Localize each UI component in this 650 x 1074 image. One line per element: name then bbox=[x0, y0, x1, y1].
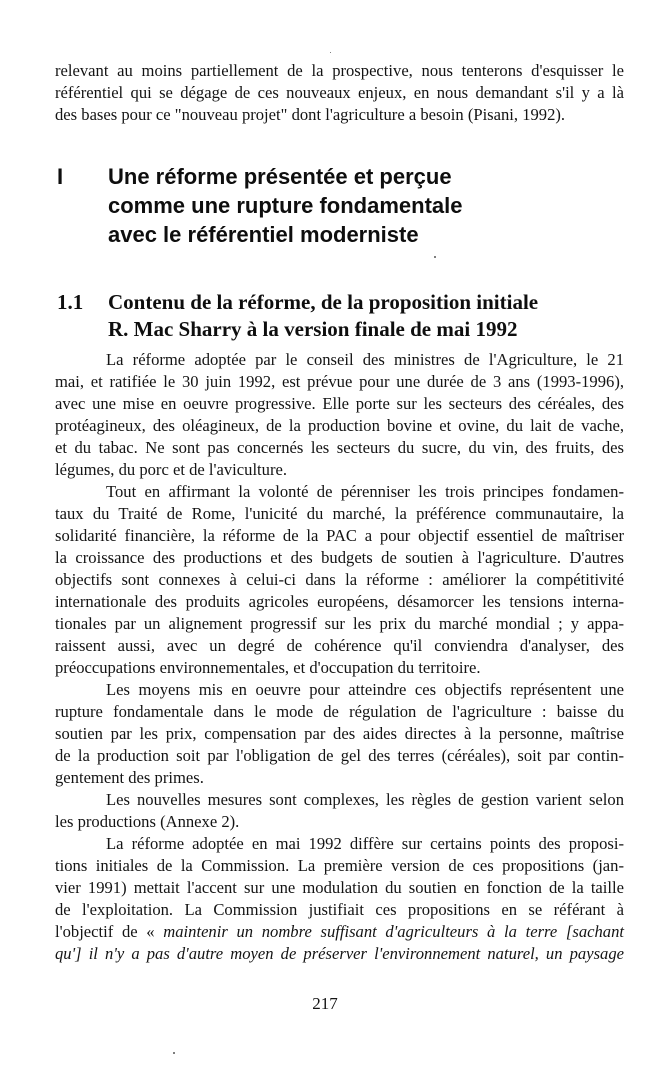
body-line: La réforme adoptée par le conseil des ministres de l'Agriculture, le 21 bbox=[106, 350, 624, 369]
body-line: gentement des primes. bbox=[55, 768, 204, 787]
body-line: préoccupations environnementales, et d'occupation du territoire. bbox=[55, 658, 481, 677]
body-line-mixed bbox=[55, 921, 624, 943]
subsection-title-line: Contenu de la réforme, de la proposition initiale bbox=[108, 290, 539, 314]
scan-speck bbox=[330, 52, 331, 53]
section-title-line: Une réforme présentée et perçue bbox=[108, 164, 452, 189]
body-line: et du tabac. Ne sont pas concernés les secteurs du sucre, du vin, des fruits, des bbox=[55, 438, 624, 457]
intro-line: des bases pour ce "nouveau projet" dont l'agriculture a besoin (Pisani, 1992). bbox=[55, 105, 566, 124]
section-number: I bbox=[57, 164, 64, 189]
italic-quote-line: qu'] il n'y a pas d'autre moyen de préserver l'environnement naturel, un paysage bbox=[55, 944, 624, 963]
roman-text: l'objectif de « bbox=[55, 922, 164, 941]
body-line: La réforme adoptée en mai 1992 diffère sur certains points des proposi- bbox=[106, 834, 624, 853]
scan-speck bbox=[173, 1052, 175, 1054]
intro-line: référentiel qui se dégage de ces nouveaux enjeux, en nous demandant s'il y a là bbox=[55, 83, 624, 102]
body-line: légumes, du porc et de l'aviculture. bbox=[55, 460, 287, 479]
body-line: tionales par un alignement progressif sur les prix du marché mondial ; y appa- bbox=[55, 614, 624, 633]
body-line: internationale des produits agricoles européens, désamorcer les tensions interna- bbox=[55, 592, 624, 611]
body-line: protéagineux, des oléagineux, de la production bovine et ovine, du lait de vache, bbox=[55, 416, 624, 435]
body-line: Les moyens mis en oeuvre pour atteindre ces objectifs représentent une bbox=[106, 680, 624, 699]
subsection-title-line: R. Mac Sharry à la version finale de mai 1992 bbox=[108, 317, 518, 341]
subsection-number: 1.1 bbox=[57, 290, 84, 314]
body-line: taux du Traité de Rome, l'unicité du marché, la préférence communautaire, la bbox=[55, 504, 624, 523]
section-title-line: comme une rupture fondamentale bbox=[108, 193, 463, 218]
page-number: 217 bbox=[312, 994, 338, 1013]
body-line: raissent aussi, avec un degré de cohérence qu'il conviendra d'analyser, des bbox=[55, 636, 624, 655]
body-line: de l'exploitation. La Commission justifiait ces propositions en se référant à bbox=[55, 900, 624, 919]
scan-speck bbox=[434, 256, 436, 258]
intro-line: relevant au moins partiellement de la prospective, nous tenterons d'esquisser le bbox=[55, 61, 624, 80]
body-line: Tout en affirmant la volonté de pérenniser les trois principes fondamen- bbox=[106, 482, 624, 501]
italic-quote-text: maintenir un nombre suffisant d'agriculteurs à la terre [sachant bbox=[163, 922, 624, 941]
body-line: solidarité financière, la réforme de la PAC a pour objectif essentiel de maîtriser bbox=[55, 526, 624, 545]
body-line: mai, et ratifiée le 30 juin 1992, est prévue pour une durée de 3 ans (1993-1996), bbox=[55, 372, 624, 391]
body-line: les productions (Annexe 2). bbox=[55, 812, 240, 831]
section-title-line: avec le référentiel moderniste bbox=[108, 222, 419, 247]
body-line: la croissance des productions et des budgets de soutien à l'agriculture. D'autres bbox=[55, 548, 624, 567]
body-line: tions initiales de la Commission. La première version de ces propositions (jan- bbox=[55, 856, 624, 875]
body-line: soutien par les prix, compensation par des aides directes à la personne, maîtrise bbox=[55, 724, 624, 743]
body-line: avec une mise en oeuvre progressive. Elle porte sur les secteurs des céréales, des bbox=[55, 394, 624, 413]
body-line: rupture fondamentale dans le mode de régulation de l'agriculture : baisse du bbox=[55, 702, 624, 721]
body-line: vier 1991) mettait l'accent sur une modulation du soutien en fonction de la taille bbox=[55, 878, 624, 897]
body-line: Les nouvelles mesures sont complexes, les règles de gestion varient selon bbox=[106, 790, 624, 809]
body-line: objectifs sont connexes à celui-ci dans la réforme : améliorer la compétitivité bbox=[55, 570, 624, 589]
body-line: de la production soit par l'obligation de gel des terres (céréales), soit par contin- bbox=[55, 746, 624, 765]
